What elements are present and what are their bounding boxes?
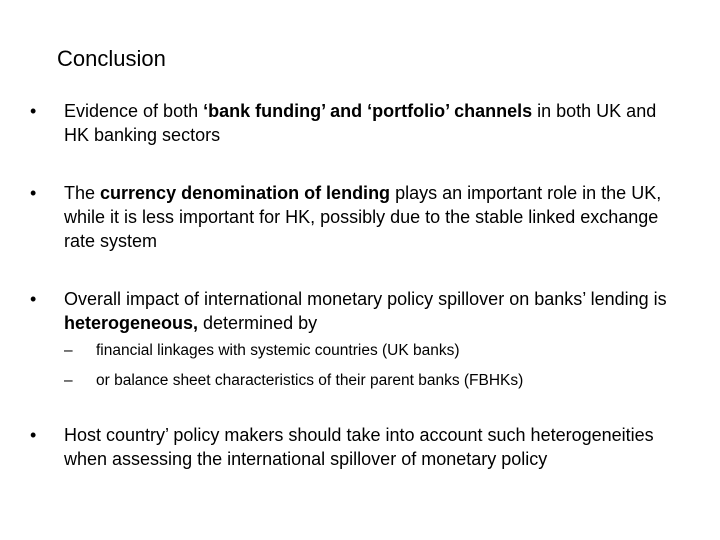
sub-bullet-item — [64, 341, 670, 361]
bullet-text: Overall impact of international monetary policy spillover on banks’ lending is — [64, 289, 667, 309]
bullet-item — [30, 423, 670, 471]
bullet-text: plays an important role in the UK, while it is less important for HK, possibly due to the stable linked exchange rate system — [64, 183, 662, 251]
bullet-text: Host country’ policy makers should take into account such heterogeneities when assessing the international spillover of monetary policy — [64, 425, 654, 469]
bullet-text: in both UK and HK banking sectors — [64, 101, 657, 145]
sub-bullet-list — [64, 341, 670, 391]
bullet-icon: • — [30, 101, 37, 121]
bullet-item — [30, 181, 670, 253]
sub-bullet-text: or balance sheet characteristics of their parent banks (FBHKs) — [96, 372, 524, 389]
bullet-bold-text: currency denomination of lending — [100, 183, 391, 203]
bullet-icon: • — [30, 289, 37, 309]
sub-bullet-text: financial linkages with systemic countries (UK banks) — [96, 342, 460, 359]
bullet-item — [30, 287, 670, 391]
bullet-text: Evidence of both — [64, 101, 204, 121]
bullet-icon: • — [30, 425, 37, 445]
bullet-text: The — [64, 183, 101, 203]
dash-icon: – — [64, 372, 73, 389]
bullet-bold-text: heterogeneous, — [64, 313, 199, 333]
dash-icon: – — [64, 342, 73, 359]
sub-bullet-item — [64, 371, 670, 391]
bullet-list — [30, 99, 670, 471]
bullet-item — [30, 99, 670, 147]
bullet-text: determined by — [198, 313, 318, 333]
bullet-bold-text: ‘bank funding’ and ‘portfolio’ channels — [203, 101, 533, 121]
bullet-icon: • — [30, 183, 37, 203]
slide-title: Conclusion — [57, 46, 166, 71]
